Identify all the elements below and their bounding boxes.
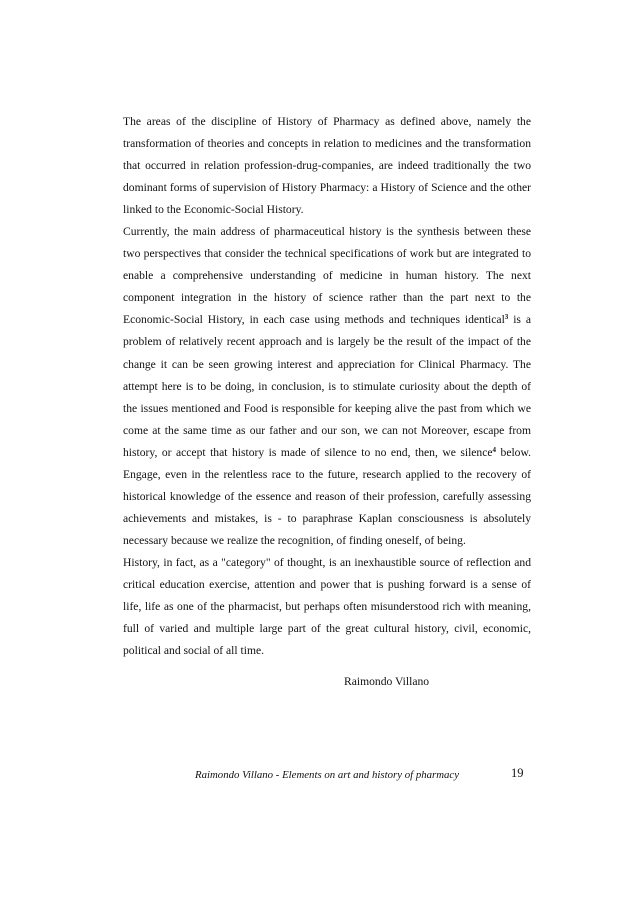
paragraph-text-segment: Currently, the main address of pharmaceutical history is the synthesis between these two perspectives that consider the technical specifications of work but are integrated to enable a comprehensive understanding of medicine in human history. The next component integration in the history of science rather than the part next to the Economic-Social History, in each case using methods and techniques identical xyxy=(123,225,531,327)
page-number: 19 xyxy=(511,766,524,780)
paragraph-history-category: History, in fact, as a "category" of thought, is an inexhaustible source of reflection and critical education exercise, attention and power that is pushing forward is a sense of life, life as one of the pharmacist, but perhaps often misunderstood rich with meaning, full of varied and multiple large part of the great cultural history, civil, economic, political and social of all time. xyxy=(123,555,531,658)
paragraph-text-segment: is a problem of relatively recent approach and is largely be the result of the impact of the change it can be seen growing interest and appreciation for Clinical Pharmacy. The attempt here is to be doing, in conclusion, is to stimulate curiosity about the depth of the issues mentioned and Food is responsible for keeping alive the past from which we come at the same time as our father and our son, we can not Moreover, escape from history, or accept that history is made of silence to no end, then, we silence xyxy=(123,313,531,459)
paragraph-intro: The areas of the discipline of History of Pharmacy as defined above, namely the transformation of theories and concepts in relation to medicines and the transformation that occurred in relation profession-drug-companies, are indeed traditionally the two dominant forms of supervision of History Pharmacy: a History of Science and the other linked to the Economic-Social History. xyxy=(123,115,531,217)
author-signature: Raimondo Villano xyxy=(344,675,430,688)
document-body xyxy=(123,111,531,662)
paragraph-text-segment: below. Engage, even in the relentless race to the future, research applied to the recovery of historical knowledge of the essence and reason of their profession, carefully assessing achievements and mistakes, is - to paraphrase Kaplan consciousness is absolutely necessary because we realize the recognition, of finding oneself, of being. xyxy=(123,445,531,547)
footnote-reference: 4 xyxy=(492,445,497,454)
footnote-reference: 3 xyxy=(504,313,509,322)
paragraph-current-address xyxy=(123,221,531,552)
footer-title: Raimondo Villano - Elements on art and history of pharmacy xyxy=(195,769,459,781)
